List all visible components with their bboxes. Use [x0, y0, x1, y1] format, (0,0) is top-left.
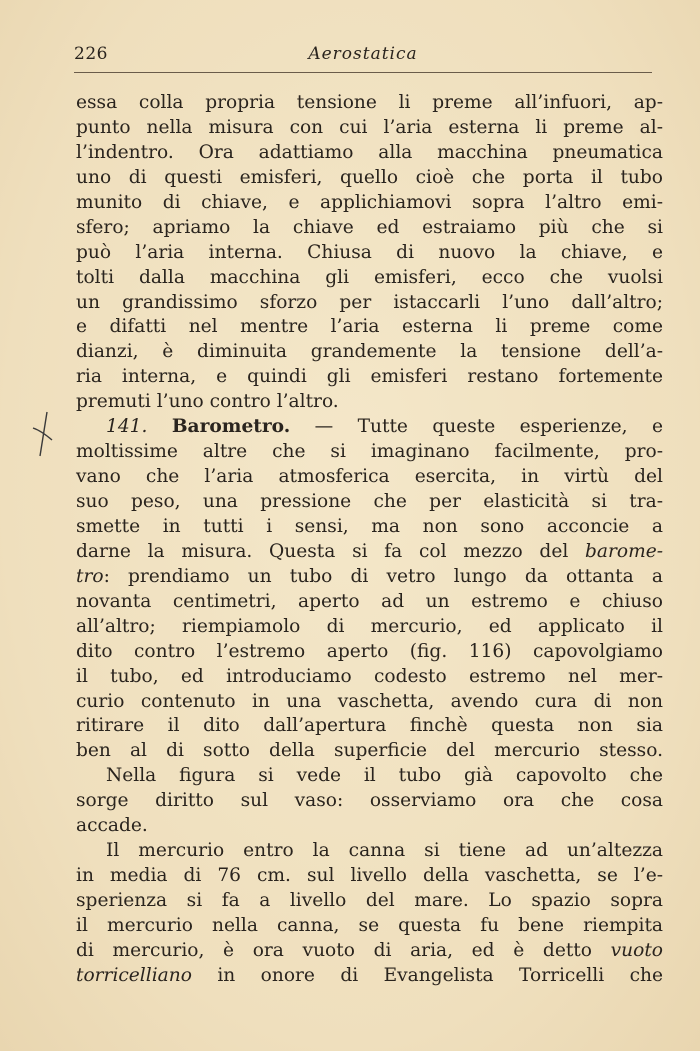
text-line: curio contenuto in una vaschetta, avendo cura di non [76, 690, 663, 712]
text-line: accade. [76, 815, 148, 837]
text-line: sperienza si fa a livello del mare. Lo spazio sopra [76, 890, 663, 911]
text-line: uno di questi emisferi, quello cioè che porta il tubo [76, 166, 663, 188]
text-line: il mercurio nella canna, se questa fu bene riempita [76, 914, 663, 936]
text-line [76, 939, 663, 964]
text-line: sorge diritto sul vaso: osserviamo ora che cosa [76, 790, 663, 812]
text-line: essa colla propria tensione li preme all’infuori, ap- [76, 92, 663, 113]
pencil-margin-mark-icon [30, 410, 56, 458]
text-line: sfero; apriamo la chiave ed estraiamo più che si [76, 216, 663, 238]
text-line [76, 565, 663, 590]
text-line: Nella figura si vede il tubo già capovolto che [106, 765, 663, 787]
running-title: Aerostatica [308, 44, 418, 64]
page-number: 226 [74, 44, 108, 64]
text-line: novanta centimetri, aperto ad un estremo e chiuso [76, 590, 663, 612]
text-line: smette in tutti i sensi, ma non sono acconcie a [76, 515, 663, 537]
text-line: può l’aria interna. Chiusa di nuovo la chiave, e [76, 241, 663, 263]
text-line: all’altro; riempiamolo di mercurio, ed applicato il [76, 615, 663, 637]
text-line: in media di 76 cm. sul livello della vaschetta, se l’e- [76, 865, 663, 887]
header-rule [74, 72, 652, 73]
text-line: l’indentro. Ora adattiamo alla macchina pneumatica [76, 141, 663, 163]
text-run: in onore di Evangelista Torricelli che [191, 964, 663, 986]
section-title: Barometro. [171, 416, 291, 438]
text-line: dianzi, è diminuita grandemente la tensione dell’a- [76, 341, 663, 363]
text-line: ritirare il dito dall’apertura finchè questa non sia [76, 715, 663, 737]
italic-term: vuoto [610, 939, 663, 961]
text-line: Il mercurio entro la canna si tiene ad un’altezza [106, 840, 663, 862]
text-run: : prendiamo un tubo di vetro lungo da ottanta a [103, 565, 663, 587]
section-number: 141. [106, 416, 148, 438]
italic-term: tro [76, 565, 104, 587]
text-run: di mercurio, è ora vuoto di aria, ed è detto [76, 939, 611, 961]
text-line [76, 540, 663, 565]
italic-term: barome- [585, 540, 663, 562]
section-lead-text: — Tutte queste esperienze, e [290, 416, 663, 438]
text-line: premuti l’uno contro l’altro. [76, 391, 339, 413]
text-line: munito di chiave, e applichiamovi sopra l’altro emi- [76, 191, 663, 213]
text-line: vano che l’aria atmosferica esercita, in virtù del [76, 466, 663, 488]
italic-term: torricelliano [76, 964, 192, 986]
text-line: ben al di sotto della superficie del mercurio stesso. [76, 740, 663, 762]
text-line: tolti dalla macchina gli emisferi, ecco che vuolsi [76, 266, 663, 288]
text-line: il tubo, ed introduciamo codesto estremo nel mer- [76, 665, 663, 687]
body-text [76, 91, 663, 989]
text-line [76, 964, 663, 989]
text-line: suo peso, una pressione che per elasticità si tra- [76, 491, 663, 512]
text-line: dito contro l’estremo aperto (fig. 116) capovolgiamo [76, 640, 663, 662]
text-run: darne la misura. Questa si fa col mezzo del [76, 540, 585, 562]
text-line: moltissime altre che si imaginano facilmente, pro- [76, 441, 663, 463]
page-header [74, 44, 652, 68]
text-line: un grandissimo sforzo per istaccarli l’uno dall’altro; [76, 291, 663, 313]
text-line: e difatti nel mentre l’aria esterna li preme come [76, 316, 663, 338]
text-line: ria interna, e quindi gli emisferi restano fortemente [76, 366, 663, 388]
text-line: punto nella misura con cui l’aria esterna li preme al- [76, 116, 663, 138]
section-heading-line [76, 415, 663, 440]
